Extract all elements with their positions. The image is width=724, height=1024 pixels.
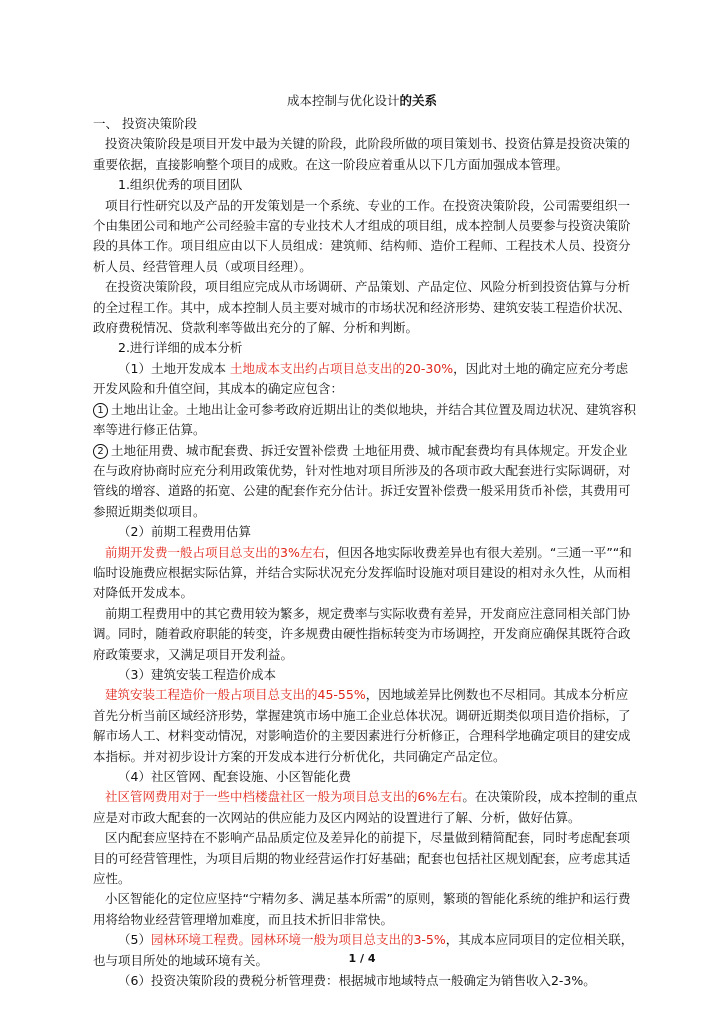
document-body [93,114,638,991]
section-heading: 一、 投资决策阶段 [93,116,197,131]
paragraph: 社区管网费用对于一些中档楼盘社区一般为项目总支出的6%左右。在决策阶段，成本控制的重点应是对市政大配套的一次网站的供应能力及区内网站的设置进行了解、分析，做好估算。 [93,789,638,825]
subheading: 1.组织优秀的项目团队 [118,177,243,193]
highlight-text: 园林环境工程费。园林环境一般为项目总支出的3-5% [150,932,446,948]
paragraph: 前期工程费用中的其它费用较为繁多，规定费率与实际收费有差异，开发商应注意同相关部门协调。同时，随着政府职能的转变，许多规费由硬性指标转变为市场调控，开发商应确保其既符合政府政策要求，又满足项目开发利益。 [93,605,631,662]
paragraph: 小区智能化的定位应坚持“宁精勿多、满足基本所需”的原则，繁琐的智能化系统的维护和运行费用将给物业经营管理增加难度，而且技术折旧非常快。 [93,891,631,927]
circled-number: 2 [93,444,108,459]
subheading: （3）建筑安装工程造价成本 [118,666,276,682]
paragraph: 建筑安装工程造价一般占项目总支出的45-55%，因地域差异比例数也不尽相同。其成本分析应首先分析当前区域经济形势，掌握建筑市场中施工企业总体状况。调研近期类似项目造价指标，了解市场人工、材料变动情况，对影响造价的主要因素进行分析修正，合理科学地确定项目的建安成本指标。并对初步设计方案的开发成本进行分析优化，共同确定产品定位。 [93,687,631,764]
paragraph: 在投资决策阶段，项目组应完成从市场调研、产品策划、产品定位、风险分析到投资估算与分析的全过程工作。其中，成本控制人员主要对城市的市场状况和经济形势、建筑安装工程造价状况、政府费税情况、贷款利率等做出充分的了解、分析和判断。 [93,279,631,336]
page-title: 成本控制与优化设计的关系 [286,93,438,108]
paragraph: 前期开发费一般占项目总支出的3%左右，但因各地实际收费差异也有很大差别。“三通一平”“和临时设施费应根据实际估算，并结合实际状况充分发挥临时设施对项目建设的相对永久性，从而相对降低开发成本。 [93,544,632,601]
paragraph: 项目行性研究以及产品的开发策划是一个系统、专业的工作。在投资决策阶段，公司需要组织一个由集团公司和地产公司经验丰富的专业技术人才组成的项目组，成本控制人员要参与投资决策阶段的具体工作。项目组应由以下人员组成：建筑师、结构师、造价工程师、工程技术人员、投资分析人员、经营管理人员（或项目经理）。 [93,197,631,274]
subheading: （4）社区管网、配套设施、小区智能化费 [118,769,351,784]
paragraph: 投资决策阶段是项目开发中最为关键的阶段，此阶段所做的项目策划书、投资估算是投资决策的重要依据，直接影响整个项目的成败。在这一阶段应着重从以下几方面加强成本管理。 [93,136,631,172]
list-item: 2 土地征用费、城市配套费、拆迁安置补偿费 土地征用费、城市配套费均有具体规定。开发企业在与政府协商时应充分利用政策优势，针对性地对项目所涉及的各项市政大配套进行实际调研，对管线的增容、道路的拓宽、公建的配套作充分估计。拆迁安置补偿费一般采用货币补偿，其费用可参照近期类似项目。 [93,442,631,519]
circled-number: 1 [93,403,108,418]
subheading: （2）前期工程费用估算 [118,524,251,540]
page-number: 1 / 4 [348,952,376,965]
highlight-text: 建筑安装工程造价一般占项目总支出的45-55% [105,687,366,703]
paragraph: （5）园林环境工程费。园林环境一般为项目总支出的3-5%，其成本应同项目的定位相关联，也与项目所处的地域环境有关。 [93,932,634,968]
paragraph: 区内配套应坚持在不影响产品品质定位及差异化的前提下，尽量做到精简配套，同时考虑配套项目的可经营管理性，为项目后期的物业经营运作打好基础；配套也包括社区规划配套，应考虑其适应性。 [93,830,631,887]
subheading: 2.进行详细的成本分析 [118,340,243,356]
highlight-text: 前期开发费一般占项目总支出的3%左右 [105,544,325,560]
paragraph: （6）投资决策阶段的费税分析管理费：根据城市地域特点一般确定为销售收入2-3%。 [118,973,596,989]
highlight-text: 土地成本支出约占项目总支出的20-30% [229,360,454,376]
paragraph: （1）土地开发成本 土地成本支出约占项目总支出的20-30%，因此对土地的确定应充分考虑开发风险和升值空间，其成本的确定应包含： [93,360,629,397]
highlight-text: 社区管网费用对于一些中档楼盘社区一般为项目总支出的6%左右 [105,789,463,805]
list-item: 1 土地出让金。土地出让金可参考政府近期出让的类似地块，并结合其位置及周边状况、建筑容积率等进行修正估算。 [93,401,637,438]
